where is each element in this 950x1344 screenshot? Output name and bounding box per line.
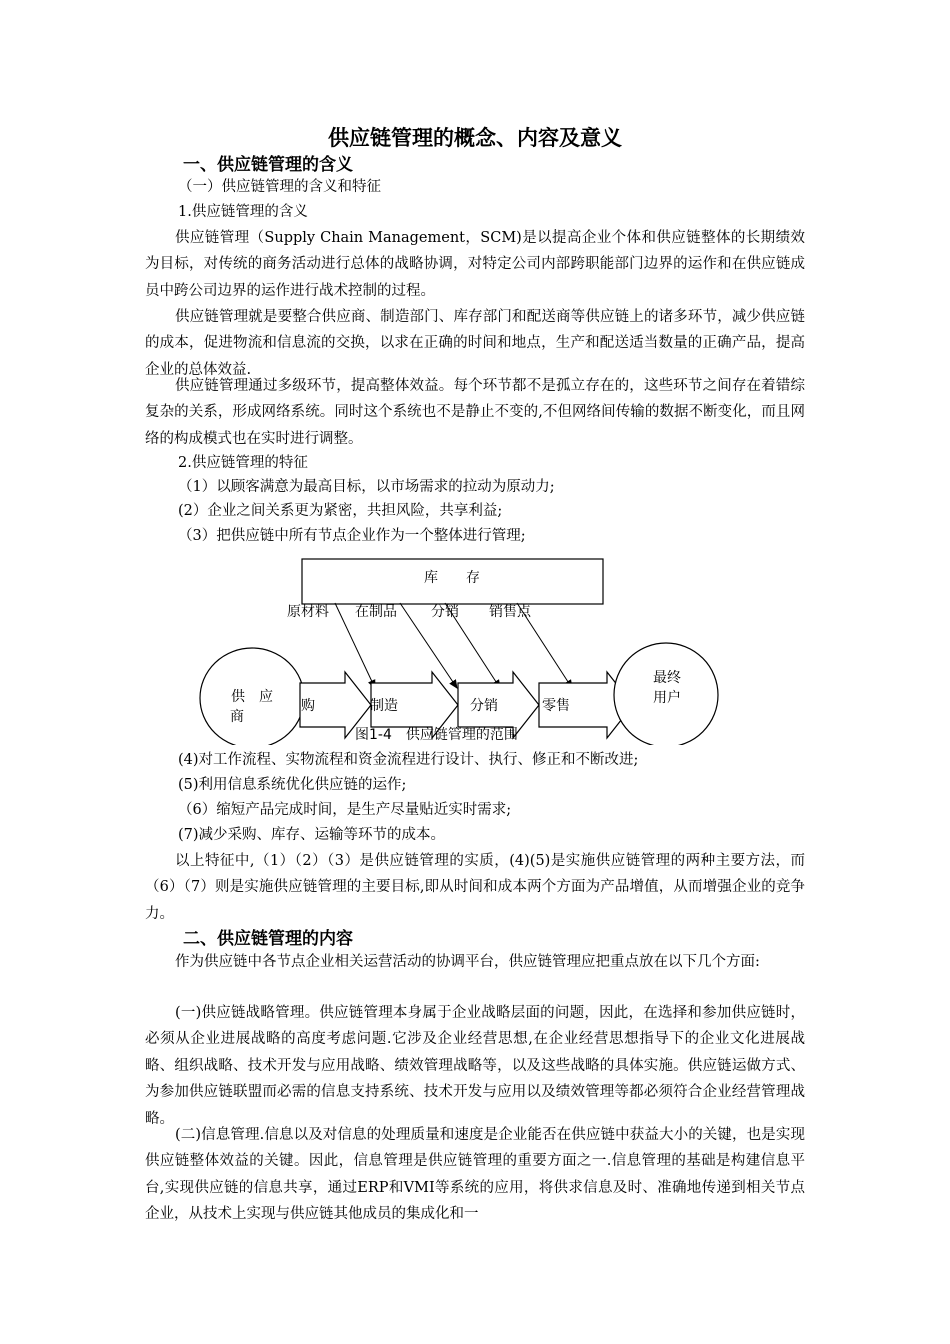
feature-4: (4)对工作流程、实物流程和资金流程进行设计、执行、修正和不断改进; xyxy=(178,752,639,768)
stage-purchase-label: 购 xyxy=(301,698,315,714)
item-heading-1: 1.供应链管理的含义 xyxy=(178,204,308,220)
storage-label: 库 存 xyxy=(424,570,480,586)
paragraph-network: 供应链管理通过多级环节，提高整体效益。每个环节都不是孤立存在的，这些环节之间存在着错综复杂的关系，形成网络系统。同时这个系统也不是静止不变的,不但网络间传输的数据不断变化，而且网络的构成模式也在实时进行调整。 xyxy=(145,378,805,447)
supplier-label-1: 供 应 xyxy=(231,689,273,705)
paragraph-summary: 以上特征中,（1）（2）（3）是供应链管理的实质，(4)(5)是实施供应链管理的两种主要方法，而（6）（7）则是实施供应链管理的主要目标,即从时间和成本两个方面为产品增值，从而增强企业的竞争力。 xyxy=(145,853,805,922)
label-raw-material: 原材料 xyxy=(287,604,329,620)
paragraph-integration: 供应链管理就是要整合供应商、制造部门、库存部门和配送商等供应链上的诸多环节，减少供应链的成本，促进物流和信息流的交换，以求在正确的时间和地点，生产和配送适当数量的正确产品，提高企业的总体效益. xyxy=(145,309,805,378)
feature-7: (7)减少采购、库存、运输等环节的成本。 xyxy=(178,827,446,843)
feature-3: （3）把供应链中所有节点企业作为一个整体进行管理; xyxy=(178,528,526,544)
feature-5: (5)利用信息系统优化供应链的运作; xyxy=(178,777,407,793)
feature-1: （1）以顾客满意为最高目标，以市场需求的拉动为原动力; xyxy=(178,479,555,495)
end-user-label-2: 用户 xyxy=(653,690,681,706)
label-wip: 在制品 xyxy=(355,604,397,620)
subsection-heading: （一）供应链管理的含义和特征 xyxy=(178,179,381,195)
supply-chain-diagram xyxy=(195,555,735,745)
section-heading-2: 二、供应链管理的内容 xyxy=(183,929,353,949)
end-user-label-1: 最终 xyxy=(653,670,681,686)
stage-manufacture-label: 制造 xyxy=(370,698,398,714)
feature-6: （6）缩短产品完成时间，是生产尽量贴近实时需求; xyxy=(178,802,512,818)
paragraph-definition: 供应链管理（Supply Chain Management，SCM)是以提高企业个体和供应链整体的长期绩效为目标，对传统的商务活动进行总体的战略协调，对特定公司内部跨职能部门边界的运作和在供应链成员中跨公司边界的运作进行战术控制的过程。 xyxy=(145,230,805,299)
paragraph-strategy: (一)供应链战略管理。供应链管理本身属于企业战略层面的问题，因此，在选择和参加供应链时，必须从企业进展战略的高度考虑问题.它涉及企业经营思想,在企业经营思想指导下的企业文化进展战略、组织战略、技术开发与应用战略、绩效管理战略等，以及这些战略的具体实施。供应链运做方式、为参加供应链联盟而必需的信息支持系统、技术开发与应用以及绩效管理等都必须符合企业经营管理战略。 xyxy=(145,1005,805,1127)
item-heading-2: 2.供应链管理的特征 xyxy=(178,455,308,471)
document-title: 供应链管理的概念、内容及意义 xyxy=(328,126,622,150)
stage-distribution-label: 分销 xyxy=(470,698,498,714)
arrow-point-of-sale xyxy=(517,603,572,688)
feature-2: (2）企业之间关系更为紧密，共担风险，共享利益; xyxy=(178,503,503,519)
supplier-label-2: 商 xyxy=(230,709,244,725)
figure-caption: 图1-4 供应链管理的范围 xyxy=(355,727,518,743)
label-point-of-sale: 销售点 xyxy=(489,604,531,620)
paragraph-content-intro: 作为供应链中各节点企业相关运营活动的协调平台，供应链管理应把重点放在以下几个方面: xyxy=(175,954,760,970)
label-distribution: 分销 xyxy=(431,604,459,620)
paragraph-information: (二)信息管理.信息以及对信息的处理质量和速度是企业能否在供应链中获益大小的关键，也是实现供应链整体效益的关键。因此，信息管理是供应链管理的重要方面之一.信息管理的基础是构建信息平台,实现供应链的信息共享，通过ERP和VMI等系统的应用，将供求信息及时、准确地传递到相关节点企业，从技术上实现与供应链其他成员的集成化和一 xyxy=(145,1127,805,1223)
stage-retail-label: 零售 xyxy=(542,698,570,714)
section-heading-1: 一、供应链管理的含义 xyxy=(183,155,353,175)
